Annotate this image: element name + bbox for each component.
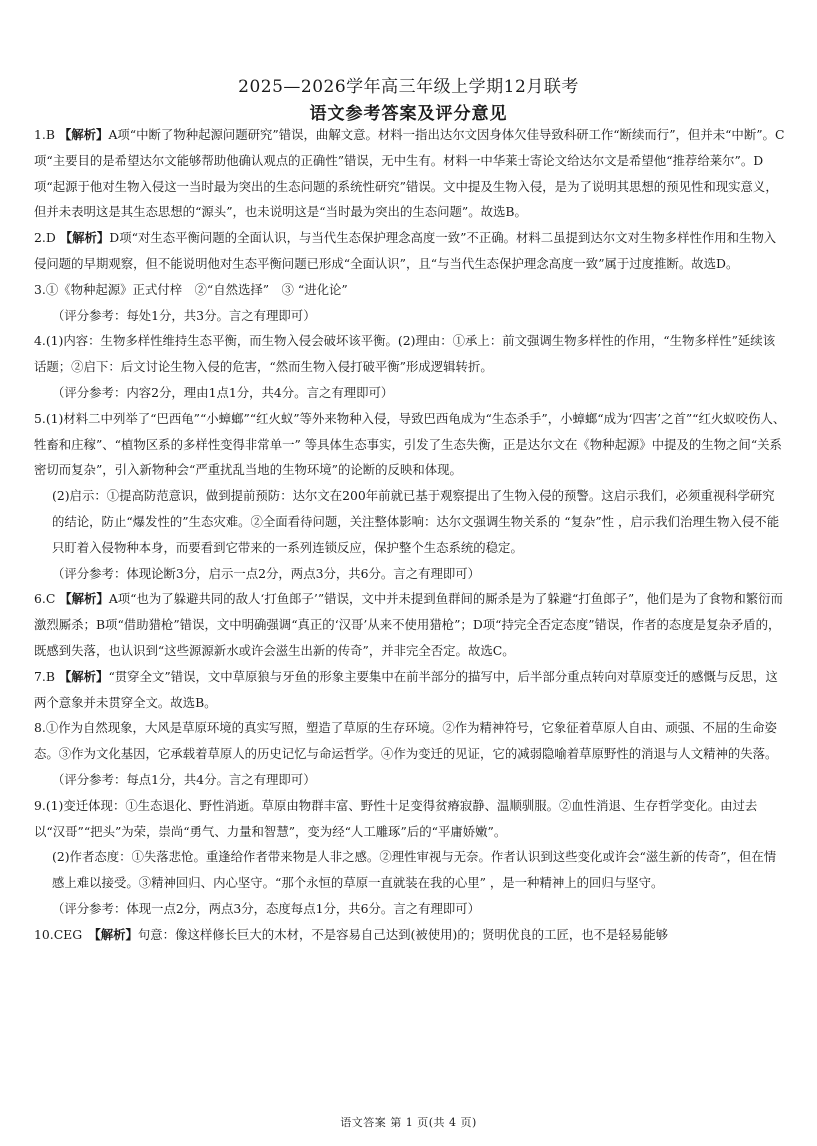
answer-item-8: [34, 715, 786, 767]
item-number: 6.C: [34, 591, 56, 607]
item-number: 7.B: [34, 668, 55, 684]
scoring-note: （评分参考：体现论断3分，启示一点2分，两点3分，共6分。言之有理即可）: [52, 565, 481, 581]
scoring-note: （评分参考：体现一点2分，两点3分，态度每点1分，共6分。言之有理即可）: [52, 900, 481, 916]
item-number: 2.D: [34, 230, 56, 246]
item-text: 句意：像这样修长巨大的木材，不是容易自己达到(被使用)的；贤明优良的工匠，也不是轻易能够: [137, 926, 668, 942]
answer-item-4: [34, 328, 786, 380]
item-text: A项“也为了躲避共同的敌人‘打鱼郎子’”错误，文中并未提到鱼群间的厮杀是为了躲避“打鱼郎子”，他们是为了食物和繁衍而激烈厮杀；B项“借助猎枪”错误，文中明确强调“真正的‘汉哥’从来不使用猎枪”；D项“持完全否定态度”错误，作者的态度是复杂矛盾的，既感到失落，也认识到“这些源源新水或许会滋生出新的传奇”，并非完全否定。故选C。: [34, 591, 783, 658]
scoring-note: （评分参考：内容2分，理由1点1分，共4分。言之有理即可）: [52, 384, 394, 400]
item-text: ①作为自然现象，大风是草原环境的真实写照，塑造了草原的生存环境。②作为精神符号，它象征着草原人自由、顽强、不屈的生命姿态。③作为文化基因，它承载着草原人的历史记忆与命运哲学。④作为变迁的见证，它的减弱隐喻着草原野性的消退与人文精神的失落。: [34, 720, 778, 762]
answer-item-2: [34, 225, 786, 277]
item-text: D项“对生态平衡问题的全面认识，与当代生态保护理念高度一致”不正确。材料二虽提到达尔文对生物多样性作用和生物入侵问题的早期观察，但不能说明他对生态平衡问题已形成“全面认识”，且“与当代生态保护理念高度一致”属于过度推断。故选D。: [34, 230, 777, 271]
item-text: ①《物种起源》正式付梓 ②“自然选择” ③ “进化论”: [45, 281, 348, 297]
item-text-part-2: (2)启示：①提高防范意识，做到提前预防：达尔文在200年前就已基于观察提出了生物入侵的预警。这启示我们，必须重视科学研究的结论，防止“爆发性的”生态灾难。②全面看待问题，关注整体影响：达尔文强调生物关系的 “复杂”性 ，启示我们治理生物入侵不能只盯着入侵物种本身，而要看到它带来的一系列连锁反应，保护整个生态系统的稳定。: [52, 488, 780, 555]
exam-title: 2025—2026学年高三年级上学期12月联考: [238, 77, 579, 97]
item-text: “贯穿全文”错误，文中草原狼与牙鱼的形象主要集中在前半部分的描写中，后半部分重点转向对草原变迁的感慨与反思，这两个意象并未贯穿全文。故选B。: [34, 668, 778, 710]
analysis-tag: 【解析】: [94, 926, 138, 942]
document-title: 语文参考答案及评分意见: [309, 104, 508, 124]
analysis-tag: 【解析】: [58, 668, 109, 684]
item-text: (1)内容：生物多样性维持生态平衡，而生物入侵会破坏该平衡。(2)理由：①承上：前文强调生物多样性的作用，“生物多样性”延续该话题；②启下：后文讨论生物入侵的危害，“然而生物入侵打破平衡”形成逻辑转折。: [34, 333, 776, 375]
item-text-part-2: (2)作者态度：①失落悲怆。重逢给作者带来物是人非之感。②理性审视与无奈。作者认识到这些变化或许会“滋生新的传奇”，但在情感上难以接受。③精神回归、内心坚守。“那个永恒的草原一直就装在我的心里” ，是一种精神上的回归与坚守。: [52, 849, 777, 891]
item-text: (1)材料二中列举了“巴西龟”“小蟑螂”“红火蚁”等外来物种入侵，导致巴西龟成为“生态杀手”，小蟑螂“成为‘四害’之首”“红火蚁咬伤人、牲畜和庄稼”、“植物区系的多样性变得非常单一” 等具体生态事实，引发了生态失衡，正是达尔文在《物种起源》中提及的生物之间“关系密切而复杂”，引入新物种会“严重扰乱当地的生物环境”的论断的反映和体现。: [34, 410, 786, 478]
answer-item-6: [34, 586, 786, 663]
answer-item-1: [34, 122, 786, 225]
analysis-tag: 【解析】: [59, 230, 110, 246]
item-number: 4.: [34, 333, 46, 349]
answer-item-9: [34, 793, 786, 845]
answer-item-7: [34, 664, 786, 716]
answer-item-5: [34, 406, 786, 483]
item-text: (1)变迁体现：①生态退化、野性消逝。草原由物群丰富、野性十足变得贫瘠寂静、温顺驯服。②血性消退、生存哲学变化。由过去以“汉哥”“把头”为荣，崇尚“勇气、力量和智慧”，变为经“人工雕琢”后的“平庸娇嫩”。: [34, 797, 758, 839]
scoring-note: （评分参考：每点1分，共4分。言之有理即可）: [52, 771, 316, 787]
item-number: 8.: [34, 720, 46, 736]
item-text: A项“中断了物种起源问题研究”错误，曲解文意。材料一指出达尔文因身体欠佳导致科研工作“断续而行”，但并未“中断”。C项“主要目的是希望达尔文能够帮助他确认观点的正确性”错误，无中生有。材料一中华莱士寄论文给达尔文是希望他“推荐给莱尔”。D项“起源于他对生物入侵这一当时最为突出的生态问题的系统性研究”错误。文中提及生物入侵，是为了说明其思想的预见性和现实意义，但并未表明这是其生态思想的“源头”，也未说明这是“当时最为突出的生态问题”。故选B。: [34, 127, 785, 220]
answer-body: [34, 122, 786, 948]
page-footer: 语文答案 第 1 页(共 4 页): [340, 1116, 477, 1129]
answer-item-3: [34, 277, 786, 303]
answer-item-10: [34, 922, 786, 948]
analysis-tag: 【解析】: [58, 127, 109, 142]
item-number: 3.: [34, 281, 46, 297]
item-number: 1.B: [34, 127, 55, 142]
item-number: 5.: [34, 410, 46, 426]
scoring-note: （评分参考：每处1分，共3分。言之有理即可）: [52, 307, 316, 323]
item-number: 9.: [34, 797, 46, 813]
analysis-tag: 【解析】: [59, 591, 109, 607]
item-number: 10.CEG: [34, 926, 83, 942]
